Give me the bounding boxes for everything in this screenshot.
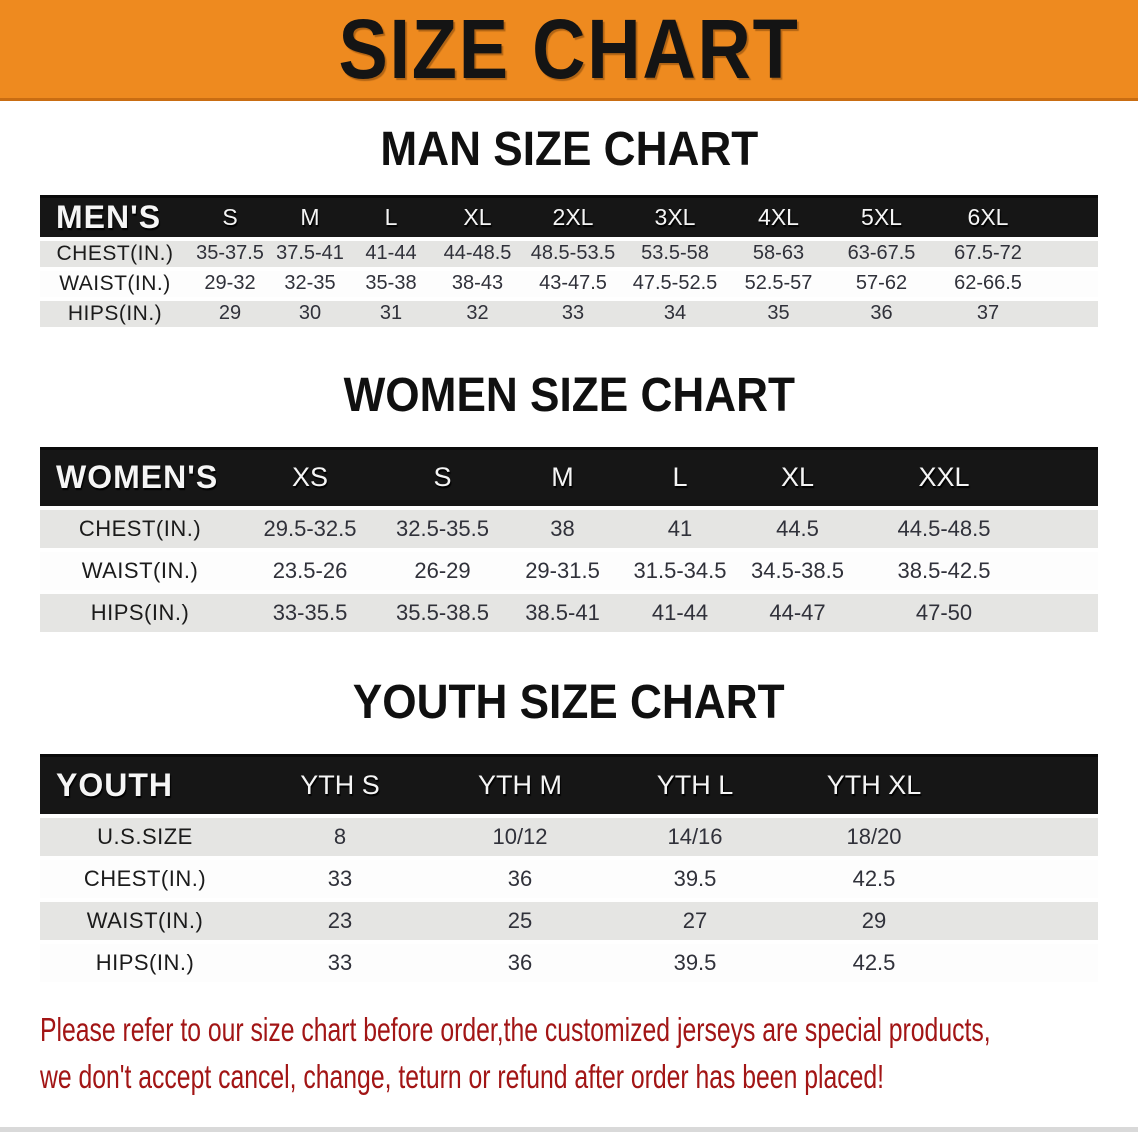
size-value: 41-44 (365, 242, 417, 264)
size-value: 26-29 (414, 558, 471, 583)
size-value: 52.5-57 (744, 272, 813, 294)
size-column-header: 4XL (758, 203, 799, 230)
size-value: 33 (327, 865, 353, 891)
size-value: 43-47.5 (539, 272, 607, 294)
size-value: 41-44 (651, 600, 709, 625)
youth-size-table (40, 754, 1098, 986)
size-value: 44-48.5 (443, 242, 512, 264)
women-size-table (40, 447, 1098, 637)
table-row (40, 299, 1098, 329)
size-value: 23.5-26 (272, 558, 348, 583)
size-value: 39.5 (673, 865, 717, 891)
table-row (40, 269, 1098, 299)
size-value: 36 (507, 949, 533, 975)
measure-label: CHEST(IN.) (83, 865, 207, 891)
measure-label: U.S.SIZE (97, 823, 193, 849)
section-men (0, 101, 1138, 331)
table-row (40, 816, 1098, 858)
size-value: 35-38 (365, 272, 417, 294)
size-column-header: XXL (918, 462, 970, 493)
table-row (40, 592, 1098, 634)
section-women (0, 331, 1138, 637)
size-value: 38.5-41 (525, 600, 600, 625)
size-value: 38 (550, 516, 575, 541)
size-value: 41 (667, 516, 693, 541)
size-column-header: YTH L (656, 769, 734, 800)
size-column-header: L (384, 203, 398, 230)
size-value: 36 (507, 865, 533, 891)
size-value: 39.5 (673, 949, 717, 975)
size-value: 25 (507, 907, 533, 933)
size-value: 29.5-32.5 (263, 516, 357, 541)
size-value: 47.5-52.5 (632, 272, 718, 294)
size-column-header: M (300, 203, 320, 230)
men-section-heading: MAN SIZE CHART (380, 123, 758, 176)
measure-label: HIPS(IN.) (95, 949, 195, 975)
size-column-header: 5XL (861, 203, 902, 230)
banner (0, 0, 1138, 101)
size-column-header: YTH M (478, 769, 562, 800)
women-section-heading: WOMEN SIZE CHART (343, 368, 795, 422)
size-value: 29-31.5 (525, 558, 600, 583)
size-column-header: 2XL (552, 203, 594, 230)
table-header-row (40, 448, 1098, 508)
table-header-row (40, 756, 1098, 816)
size-value: 53.5-58 (641, 242, 709, 264)
size-column-header: XL (780, 462, 815, 493)
size-value: 35.5-38.5 (396, 600, 489, 625)
size-value: 29 (218, 302, 242, 324)
size-value: 10/12 (492, 823, 548, 849)
size-value: 63-67.5 (847, 242, 916, 264)
size-value: 32.5-35.5 (396, 516, 489, 541)
size-value: 29-32 (204, 272, 256, 294)
size-value: 8 (333, 823, 347, 849)
size-value: 38.5-42.5 (897, 558, 991, 583)
measure-label: CHEST(IN.) (56, 241, 174, 265)
size-value: 44-47 (769, 600, 826, 625)
measure-label: HIPS(IN.) (90, 600, 190, 625)
measure-label: WAIST(IN.) (86, 907, 204, 933)
size-value: 35 (767, 302, 790, 324)
size-column-header: 3XL (654, 203, 696, 230)
size-value: 62-66.5 (954, 272, 1022, 294)
size-value: 33 (561, 302, 585, 324)
size-value: 31 (379, 302, 403, 324)
table-row (40, 550, 1098, 592)
size-value: 42.5 (852, 949, 896, 975)
measure-label: WAIST(IN.) (81, 558, 199, 583)
size-value: 31.5-34.5 (633, 558, 727, 583)
disclaimer (0, 986, 1138, 1100)
size-value: 32-35 (284, 272, 336, 294)
size-group-label: YOUTH (56, 766, 173, 803)
table-row (40, 900, 1098, 942)
size-value: 36 (870, 302, 893, 324)
size-column-header: XS (291, 462, 329, 493)
size-value: 58-63 (752, 242, 805, 264)
size-value: 47-50 (915, 600, 973, 625)
size-value: 29 (861, 907, 887, 933)
bottom-edge-strip (0, 1127, 1138, 1132)
size-column-header: YTH XL (826, 769, 922, 800)
size-value: 42.5 (852, 865, 896, 891)
size-column-header: S (433, 462, 452, 493)
size-value: 37 (976, 302, 1000, 324)
size-column-header: M (551, 462, 574, 493)
size-value: 44.5 (776, 516, 819, 541)
table-row (40, 239, 1098, 269)
size-column-header: YTH S (300, 769, 380, 800)
size-value: 34.5-38.5 (751, 558, 844, 583)
banner-title: SIZE CHART (338, 2, 800, 96)
size-value: 14/16 (667, 823, 723, 849)
size-value: 35-37.5 (196, 242, 264, 264)
section-youth (0, 636, 1138, 986)
disclaimer-line-1: Please refer to our size chart before order,the customized jerseys are special products, (40, 1010, 991, 1048)
table-row (40, 508, 1098, 550)
measure-label: CHEST(IN.) (78, 516, 202, 541)
size-value: 30 (298, 302, 322, 324)
size-column-header: L (672, 462, 688, 493)
size-value: 37.5-41 (276, 242, 344, 264)
size-value: 48.5-53.5 (530, 242, 616, 264)
disclaimer-line-2: we don't accept cancel, change, teturn or refund after order has been placed! (40, 1057, 885, 1095)
table-header-row (40, 197, 1098, 239)
size-value: 18/20 (846, 823, 902, 849)
size-column-header: S (222, 203, 238, 230)
size-value: 23 (327, 907, 353, 933)
size-value: 57-62 (855, 272, 908, 294)
size-column-header: XL (463, 203, 492, 230)
size-value: 32 (466, 302, 489, 324)
table-row (40, 858, 1098, 900)
size-group-label: MEN'S (56, 198, 162, 235)
size-value: 34 (663, 302, 687, 324)
size-value: 67.5-72 (954, 242, 1022, 264)
measure-label: HIPS(IN.) (67, 301, 163, 325)
size-value: 33-35.5 (272, 600, 348, 625)
size-group-label: WOMEN'S (56, 459, 219, 496)
size-column-header: 6XL (967, 203, 1009, 230)
size-value: 38-43 (451, 272, 504, 294)
men-size-table (40, 195, 1098, 331)
size-value: 27 (682, 907, 708, 933)
table-row (40, 942, 1098, 984)
size-value: 44.5-48.5 (897, 516, 991, 541)
youth-section-heading: YOUTH SIZE CHART (353, 676, 785, 729)
size-value: 33 (327, 949, 353, 975)
measure-label: WAIST(IN.) (59, 271, 171, 295)
